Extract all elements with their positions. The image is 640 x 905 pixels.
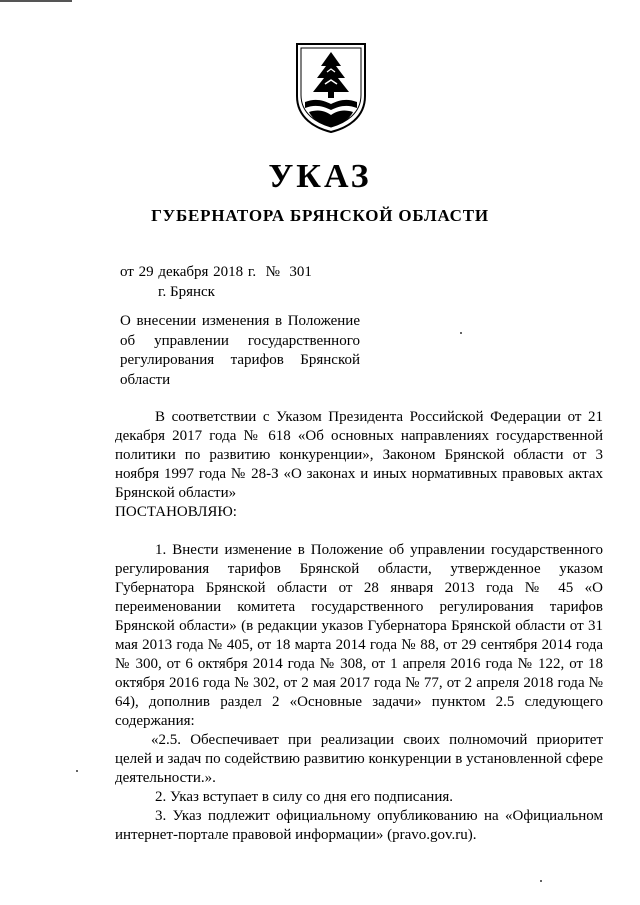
preamble-paragraph: В соответствии с Указом Президента Российской Федерации от 21 декабря 2017 года № 618 «Об основных направлениях государственной политики по развитию конкуренции», Законом Брянской области от 3 ноября 1997 года № 28-З «О законах и иных нормативных правовых актах Брянской области» [115, 409, 603, 501]
decree-number: 301 [289, 264, 312, 280]
document-title: УКАЗ [268, 158, 372, 195]
scan-speck [540, 880, 542, 882]
scan-speck [460, 332, 462, 334]
scan-speck [76, 770, 78, 772]
decree-subject: О внесении изменения в Положение об управлении государственного регулирования тарифов Брянской области [120, 313, 360, 388]
decree-body [115, 408, 603, 845]
document-subtitle: ГУБЕРНАТОРА БРЯНСКОЙ ОБЛАСТИ [151, 206, 489, 225]
decree-date-number [120, 262, 312, 282]
item-3-paragraph: 3. Указ подлежит официальному опубликованию на «Официальном интернет-портале правовой информации» (pravo.gov.ru). [115, 808, 603, 843]
item-1-quote: «2.5. Обеспечивает при реализации своих полномочий приоритет целей и задач по содействию развитию конкуренции в установленной сфере деятельности.». [115, 732, 603, 786]
scan-edge-line [0, 0, 72, 2]
decree-word: ПОСТАНОВЛЯЮ: [115, 504, 237, 520]
decree-date: от 29 декабря 2018 г. [120, 264, 257, 280]
bryansk-coat-of-arms-icon [295, 42, 367, 134]
item-2-paragraph: 2. Указ вступает в силу со дня его подписания. [155, 789, 453, 805]
decree-city: г. Брянск [158, 284, 215, 300]
item-1-paragraph: 1. Внести изменение в Положение об управлении государственного регулирования тарифов Брянской области, утвержденное указом Губернатора Брянской области от 28 января 2013 года № 45 «О переименовании комитета государственного регулирования тарифов Брянской области» (в редакции указов Губернатора Брянской области от 31 мая 2013 года № 405, от 18 марта 2014 года № 88, от 29 сентября 2014 года № 300, от 6 октября 2014 года № 308, от 1 апреля 2016 года № 122, от 18 октября 2016 года № 302, от 2 мая 2017 года № 77, от 2 апреля 2018 года № 64), дополнив раздел 2 «Основные задачи» пунктом 2.5 следующего содержания: [115, 542, 603, 729]
number-sign: № [265, 264, 280, 280]
